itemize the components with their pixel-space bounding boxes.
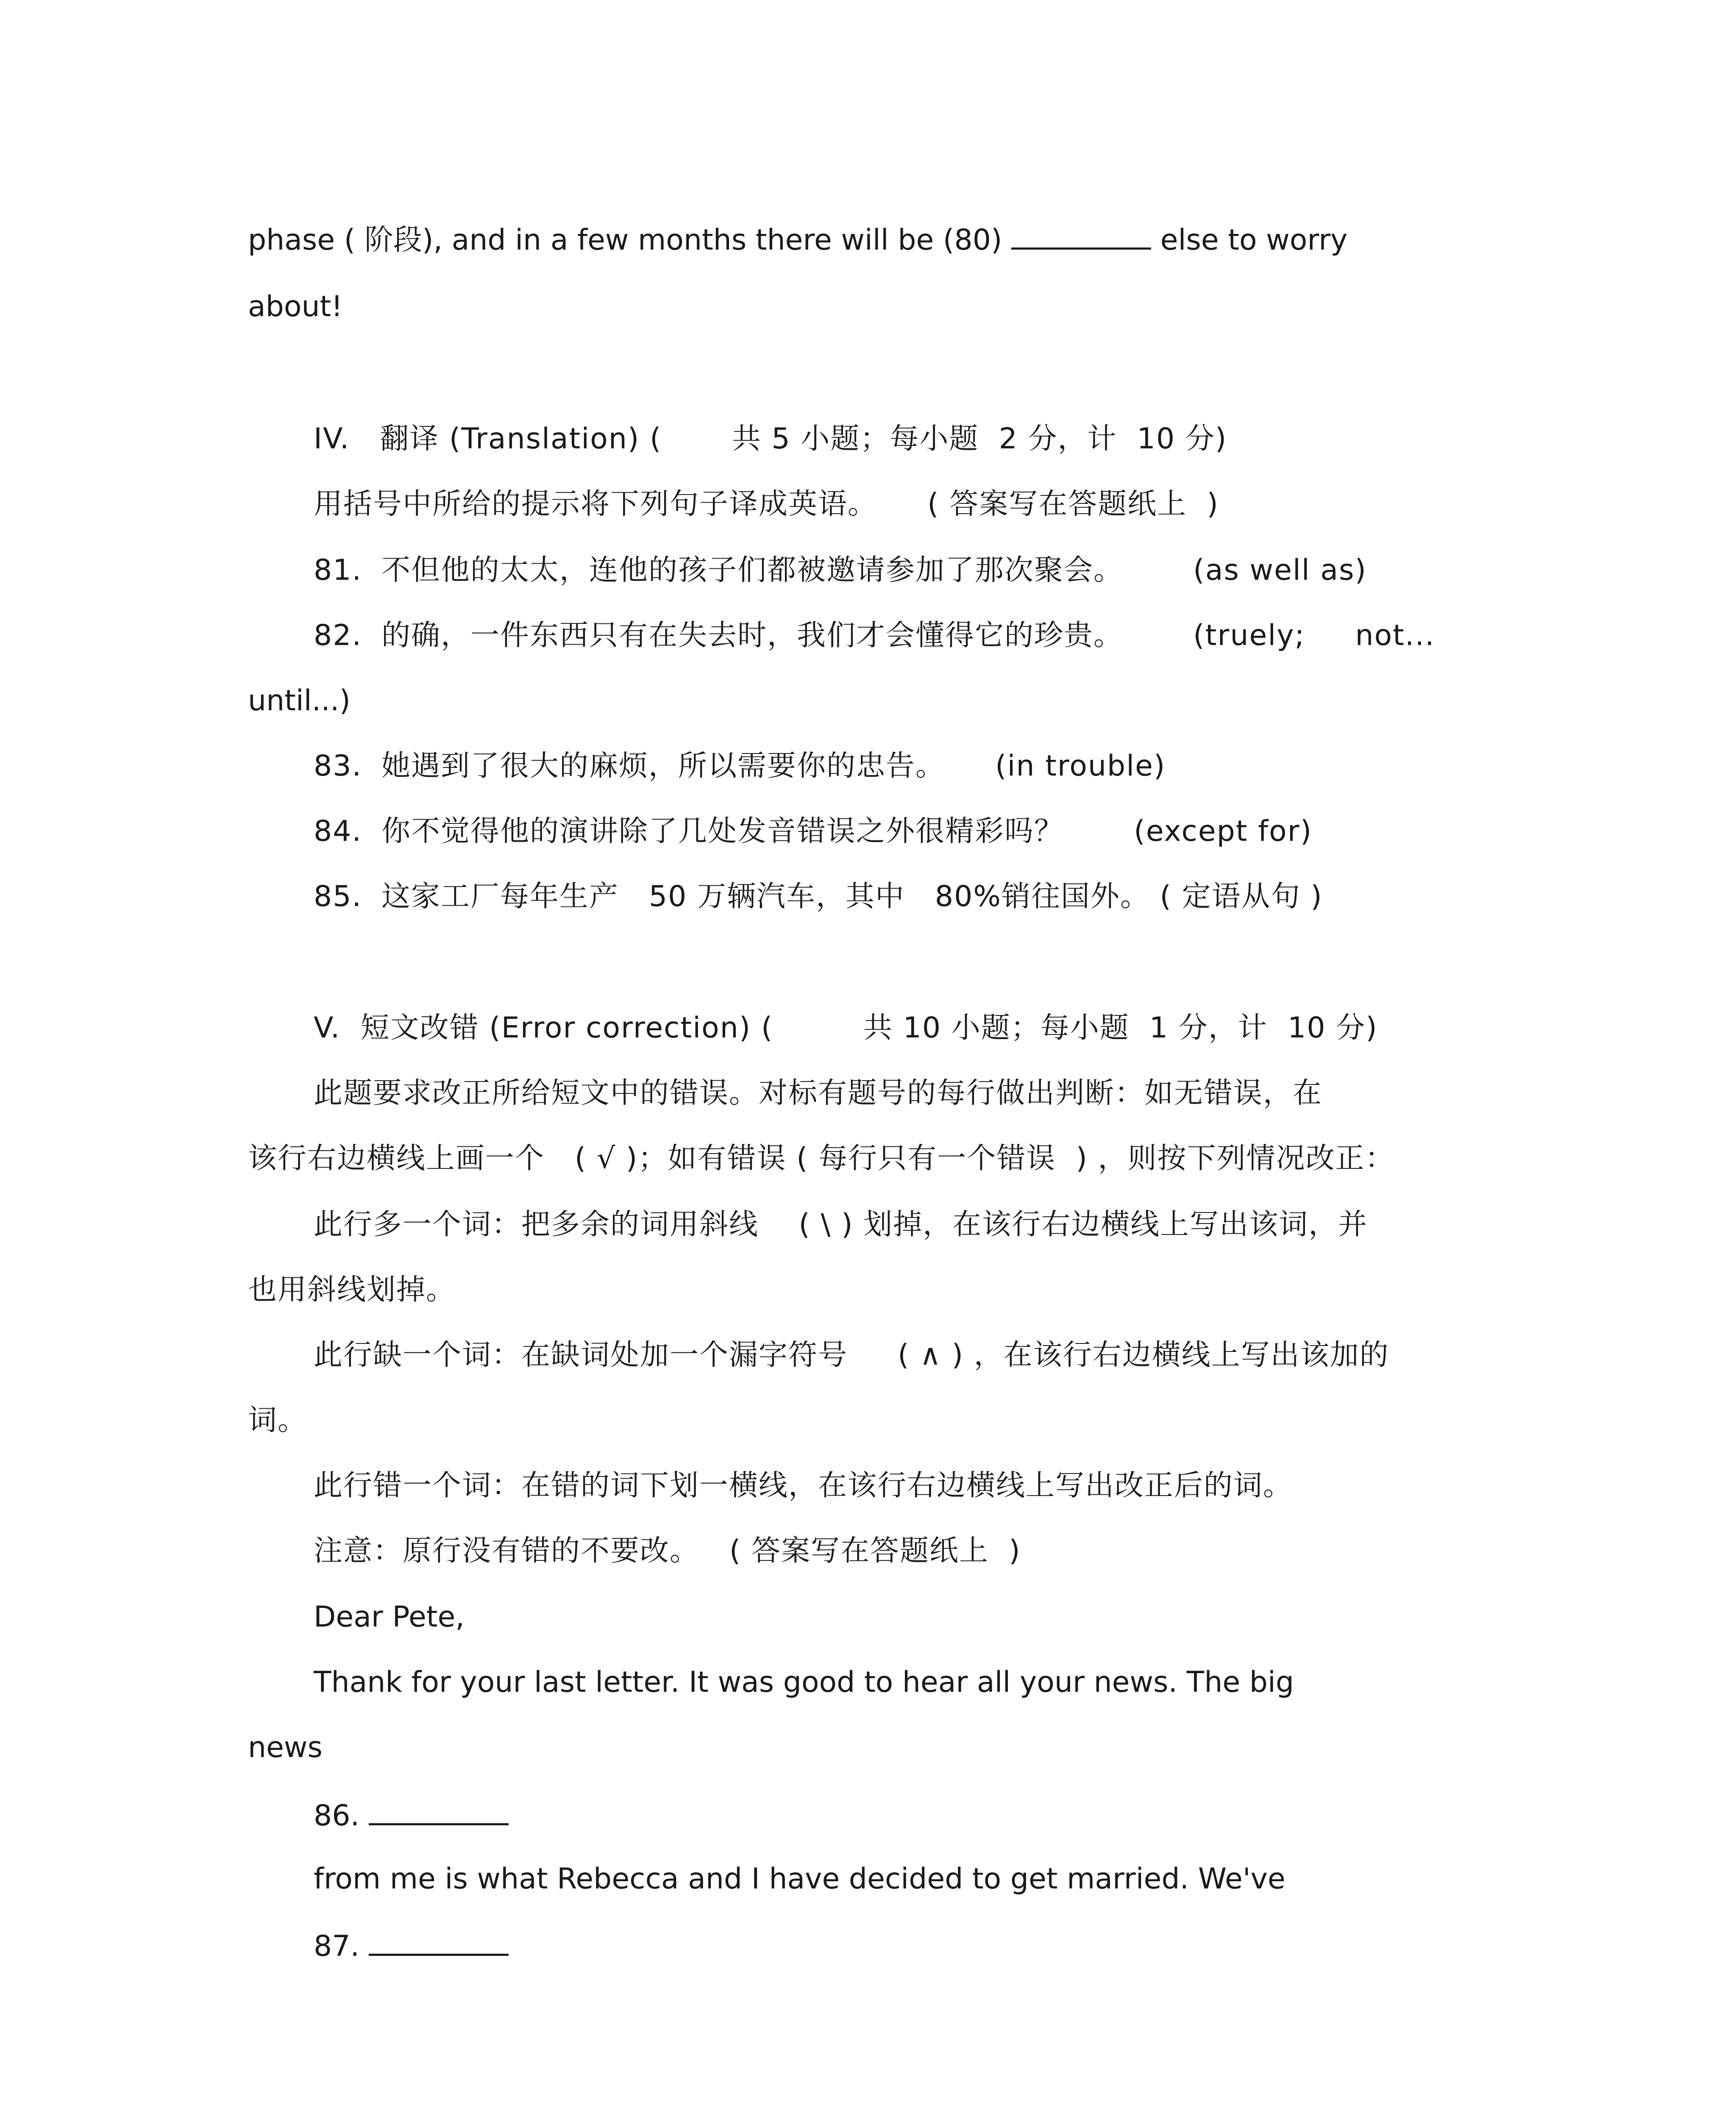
question-number: 83.	[314, 749, 362, 783]
section-5-instruction-3b: 词。	[248, 1404, 308, 1437]
answer-blank-87	[369, 1930, 509, 1956]
section-5-instruction-3a: 此行缺一个词：在缺词处加一个漏字符号 ( ∧ ) ，在该行右边横线上写出该加的	[314, 1338, 1389, 1372]
question-text: 她遇到了很大的麻烦，所以需要你的忠告。 (in trouble)	[381, 749, 1166, 783]
passage-line-2: about!	[248, 290, 343, 323]
question-number: 81.	[314, 553, 362, 587]
question-number: 82.	[314, 619, 362, 652]
question-number: 84.	[314, 815, 362, 848]
letter-line-1-continuation: news	[248, 1731, 323, 1764]
question-81	[314, 553, 1367, 587]
section-5-note: 注意：原行没有错的不要改。 ( 答案写在答题纸上 )	[314, 1534, 1021, 1568]
passage-text: else to worry	[1151, 223, 1348, 257]
question-84	[314, 817, 1312, 846]
section-5-instruction-2b: 也用斜线划掉。	[248, 1273, 456, 1307]
section-5-instruction-1a: 此题要求改正所给短文中的错误。对标有题号的每行做出判断：如无错误，在	[314, 1076, 1323, 1110]
question-text: 你不觉得他的演讲除了几处发音错误之外很精彩吗？ (except for)	[381, 815, 1313, 848]
question-82	[314, 621, 1435, 650]
question-number: 87.	[314, 1930, 360, 1963]
section-5-instruction-2a: 此行多一个词：把多余的词用斜线 ( \ ) 划掉，在该行右边横线上写出该词，并	[314, 1208, 1368, 1241]
letter-salutation: Dear Pete,	[314, 1600, 465, 1634]
question-number: 85.	[314, 880, 362, 913]
section-5-instruction-4: 此行错一个词：在错的词下划一横线，在该行右边横线上写出改正后的词。	[314, 1469, 1293, 1502]
section-4-heading: IV. 翻译 (Translation) ( 共 5 小题；每小题 2 分，计 10 分)	[314, 422, 1227, 456]
passage-text: phase ( 阶段), and in a few months there will be (80)	[248, 223, 1012, 257]
question-85	[314, 882, 1323, 911]
answer-blank-86	[369, 1799, 509, 1825]
passage-line-1	[248, 224, 1347, 255]
answer-line-86	[314, 1799, 509, 1833]
question-83	[314, 749, 1166, 783]
question-text: 的确，一件东西只有在失去时，我们才会懂得它的珍贵。 (truely; not...	[381, 619, 1435, 652]
answer-blank-80	[1011, 224, 1151, 250]
section-5-heading: V. 短文改错 (Error correction) ( 共 10 小题；每小题 1 分，计 10 分)	[314, 1011, 1378, 1045]
letter-line-2: from me is what Rebecca and I have decided to get married. We've	[314, 1862, 1285, 1896]
question-text: 这家工厂每年生产 50 万辆汽车，其中 80%销往国外。 ( 定语从句 )	[381, 880, 1323, 913]
letter-line-1: Thank for your last letter. It was good to hear all your news. The big	[314, 1666, 1294, 1699]
question-text: 不但他的太太，连他的孩子们都被邀请参加了那次聚会。 (as well as)	[381, 553, 1367, 587]
section-5-instruction-1b: 该行右边横线上画一个 ( √ )；如有错误 ( 每行只有一个错误 ) ，则按下列情况改正：	[248, 1142, 1395, 1175]
answer-line-87	[314, 1930, 509, 1961]
question-number: 86.	[314, 1799, 360, 1833]
section-4-instruction: 用括号中所给的提示将下列句子译成英语。 ( 答案写在答题纸上 )	[314, 487, 1219, 521]
question-82-continuation: until...)	[248, 684, 351, 717]
